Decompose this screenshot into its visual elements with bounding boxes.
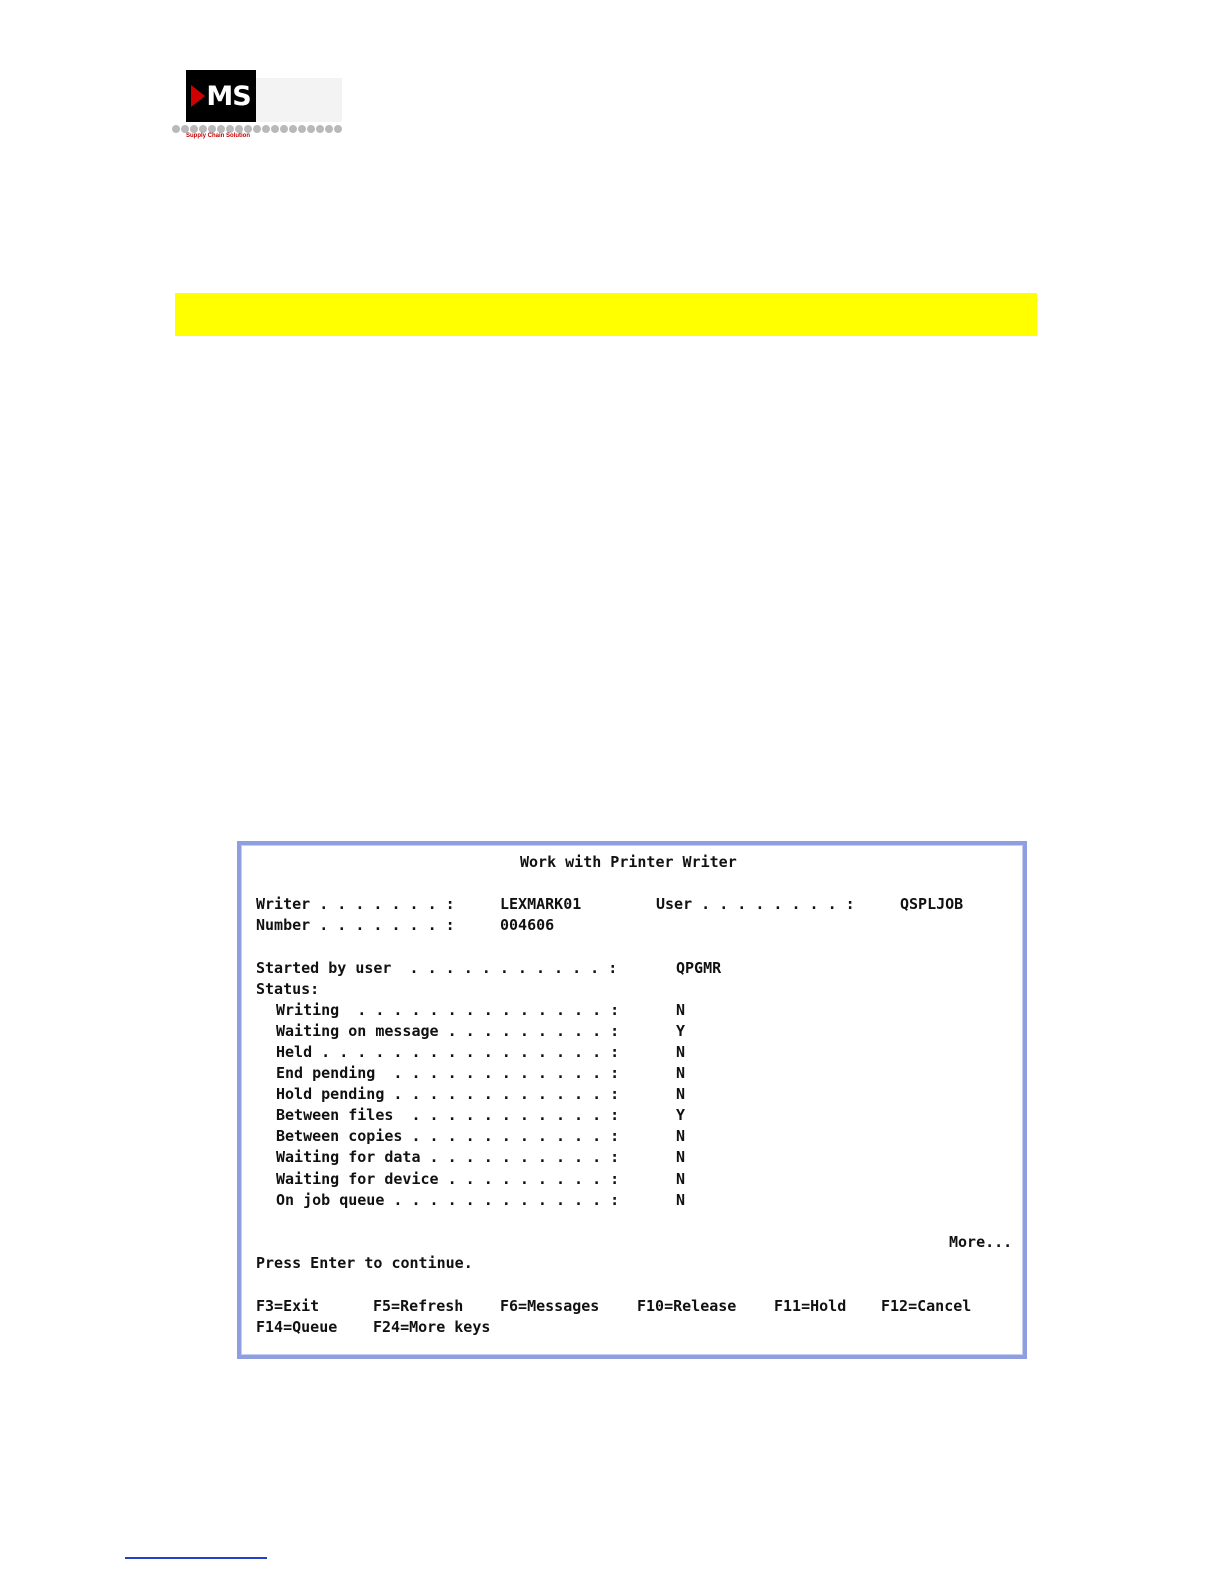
terminal-screen <box>237 841 1027 1359</box>
status-value: N <box>676 1148 686 1166</box>
status-value: N <box>676 1085 686 1103</box>
fkey-release[interactable]: F10=Release <box>637 1297 737 1315</box>
status-value: N <box>676 1043 686 1061</box>
status-label: Writing . . . . . . . . . . . . . . : <box>276 1001 620 1019</box>
logo-shade <box>256 78 342 122</box>
footnote-separator <box>125 1557 267 1559</box>
status-label: Waiting for device . . . . . . . . . : <box>276 1170 620 1188</box>
writer-value: LEXMARK01 <box>500 895 582 913</box>
logo-dots <box>172 125 342 133</box>
status-value: N <box>676 1127 686 1145</box>
status-value: N <box>676 1064 686 1082</box>
play-arrow-icon <box>191 85 205 107</box>
status-value: Y <box>676 1022 686 1040</box>
status-label: Between files . . . . . . . . . . . : <box>276 1106 620 1124</box>
status-heading: Status: <box>256 980 320 998</box>
number-label: Number . . . . . . . : <box>256 916 455 934</box>
fkey-queue[interactable]: F14=Queue <box>256 1318 338 1336</box>
writer-label: Writer . . . . . . . : <box>256 895 455 913</box>
fkey-cancel[interactable]: F12=Cancel <box>881 1297 972 1315</box>
status-label: Hold pending . . . . . . . . . . . . : <box>276 1085 620 1103</box>
fkey-messages[interactable]: F6=Messages <box>500 1297 600 1315</box>
started-by-label: Started by user . . . . . . . . . . . : <box>256 959 618 977</box>
user-value: QSPLJOB <box>900 895 964 913</box>
status-value: Y <box>676 1106 686 1124</box>
highlight-bar <box>175 293 1037 336</box>
status-label: Waiting for data . . . . . . . . . . : <box>276 1148 620 1166</box>
logo-text: MS <box>206 80 251 112</box>
logo-mark <box>186 70 256 122</box>
status-value: N <box>676 1191 686 1209</box>
continue-prompt: Press Enter to continue. <box>256 1254 473 1272</box>
fkey-exit[interactable]: F3=Exit <box>256 1297 320 1315</box>
fkey-more-keys[interactable]: F24=More keys <box>373 1318 491 1336</box>
status-label: Held . . . . . . . . . . . . . . . . : <box>276 1043 620 1061</box>
fkey-hold[interactable]: F11=Hold <box>774 1297 847 1315</box>
status-label: On job queue . . . . . . . . . . . . : <box>276 1191 620 1209</box>
fkey-refresh[interactable]: F5=Refresh <box>373 1297 464 1315</box>
status-label: Between copies . . . . . . . . . . . : <box>276 1127 620 1145</box>
started-by-value: QPGMR <box>676 959 722 977</box>
number-value: 004606 <box>500 916 555 934</box>
status-value: N <box>676 1170 686 1188</box>
screen-title: Work with Printer Writer <box>520 853 737 871</box>
status-value: N <box>676 1001 686 1019</box>
user-label: User . . . . . . . . : <box>656 895 855 913</box>
more-indicator: More... <box>949 1233 1013 1251</box>
status-label: End pending . . . . . . . . . . . . : <box>276 1064 620 1082</box>
status-label: Waiting on message . . . . . . . . . : <box>276 1022 620 1040</box>
company-logo <box>172 70 342 142</box>
logo-tagline: Supply Chain Solution <box>186 133 250 139</box>
